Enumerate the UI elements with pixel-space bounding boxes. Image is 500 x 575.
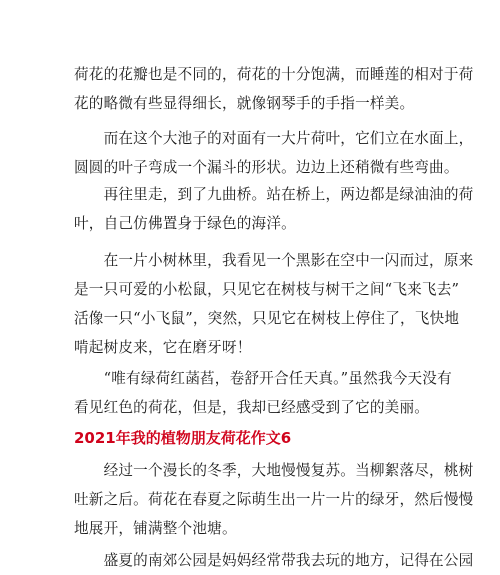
section-heading: 2021年我的植物朋友荷花作文6: [74, 429, 292, 447]
paragraph-squirrel: [74, 246, 474, 362]
text-line: 而在这个大池子的对面有一大片荷叶，它们立在水面上，: [74, 130, 474, 147]
paragraph-bridge: [74, 180, 474, 238]
text-line: 是一只可爱的小松鼠，只见它在树枝与树干之间“飞来飞去”: [74, 281, 460, 298]
text-line: 吐新之后。荷花在春夏之际萌生出一片一片的绿牙，然后慢慢: [74, 491, 474, 508]
text-line: 叶，自己仿佛置身于绿色的海洋。: [74, 215, 296, 232]
text-line: 盛夏的南郊公园是妈妈经常带我去玩的地方，记得在公园: [74, 552, 474, 569]
text-line: 在一片小树林里，我看见一个黑影在空中一闪而过，原来: [74, 252, 474, 269]
paragraph-poem-quote: [74, 364, 452, 422]
paragraph-summer-park: [74, 546, 474, 575]
text-line: 地展开，铺满整个池塘。: [74, 520, 237, 537]
paragraph-spring: [74, 456, 474, 543]
text-line: 荷花的花瓣也是不同的，荷花的十分饱满，而睡莲的相对于荷: [74, 66, 474, 83]
text-line: 经过一个漫长的冬季，大地慢慢复苏。当柳絮落尽，桃树: [74, 462, 474, 479]
text-line: 圆圆的叶子弯成一个漏斗的形状。边边上还稍微有些弯曲。: [74, 159, 459, 176]
text-line: 花的略微有些显得细长，就像钢琴手的手指一样美。: [74, 95, 415, 112]
text-line: 看见红色的荷花，但是，我却已经感受到了它的美丽。: [74, 399, 430, 416]
text-line: “唯有绿荷红菡萏，卷舒开合任天真。”虽然我今天没有: [74, 370, 452, 387]
text-line: 活像一只“小飞鼠”，突然，只见它在树枝上停住了，飞快地: [74, 310, 460, 327]
paragraph-lotus-leaves: [74, 124, 474, 182]
text-line: 再往里走，到了九曲桥。站在桥上，两边都是绿油油的荷: [74, 186, 474, 203]
text-line: 啃起树皮来，它在磨牙呀！: [74, 339, 252, 356]
paragraph-lotus-petals: [74, 60, 474, 118]
